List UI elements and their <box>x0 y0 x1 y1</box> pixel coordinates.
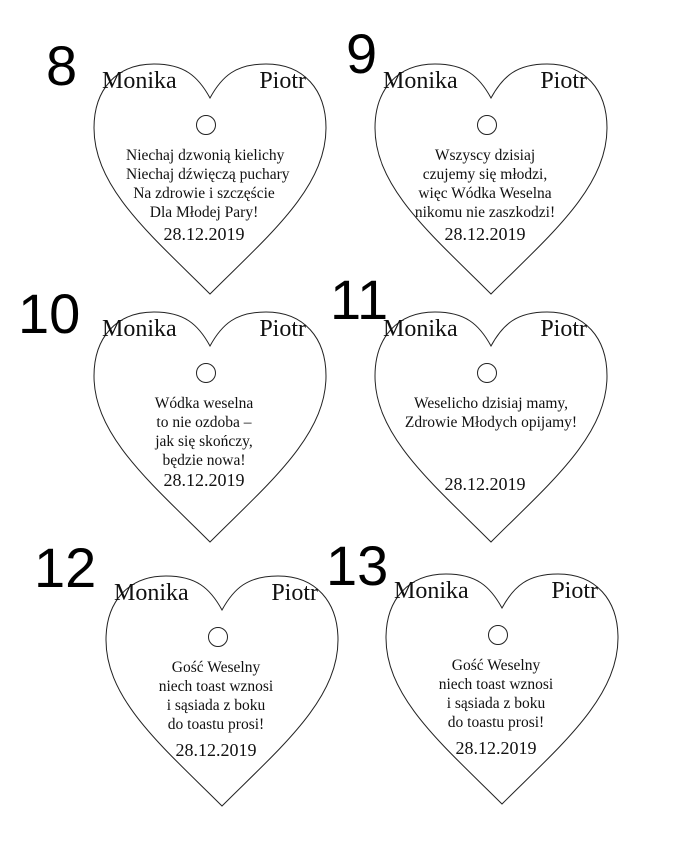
bride-name: Monika <box>383 68 458 94</box>
verse-line: czujemy się młodzi, <box>422 166 548 183</box>
groom-name: Piotr <box>259 68 306 94</box>
heart-tag <box>104 570 340 810</box>
tag-number: 13 <box>326 534 389 597</box>
bride-name: Monika <box>102 316 177 342</box>
string-hole <box>477 363 497 383</box>
verse-line: Wódka weselna <box>154 395 254 412</box>
verse-line: Zdrowie Młodych opijamy! <box>404 414 578 431</box>
verse-line: będzie nowa! <box>162 452 246 469</box>
tag-number: 10 <box>18 282 81 345</box>
verse-line: to nie ozdoba – <box>156 414 252 431</box>
wedding-date: 28.12.2019 <box>163 224 245 244</box>
wedding-date: 28.12.2019 <box>455 738 537 758</box>
tag-number: 11 <box>330 268 389 331</box>
bride-name: Monika <box>394 578 469 604</box>
bride-name: Monika <box>102 68 177 94</box>
verse <box>391 394 591 432</box>
verse <box>126 146 290 222</box>
verse-line: Weselicho dzisiaj mamy, <box>414 395 568 412</box>
heart-tag <box>384 568 620 808</box>
verse-line: więc Wódka Weselna <box>418 185 552 202</box>
tag-number: 9 <box>346 22 378 85</box>
string-hole <box>196 115 216 135</box>
wedding-date: 28.12.2019 <box>163 470 245 490</box>
verse-line: niech toast wznosi <box>158 678 274 695</box>
tag-number: 12 <box>34 536 97 599</box>
wedding-date: 28.12.2019 <box>175 740 257 760</box>
wedding-date: 28.12.2019 <box>444 474 526 494</box>
heart-tag <box>373 58 609 298</box>
verse-line: nikomu nie zaszkodzi! <box>414 204 556 221</box>
groom-name: Piotr <box>551 578 598 604</box>
verse-line: Gość Weselny <box>171 659 261 676</box>
verse <box>407 146 563 222</box>
verse <box>138 658 294 734</box>
heart-tag <box>92 306 328 546</box>
verse-line: Gość Weselny <box>451 657 541 674</box>
string-hole <box>488 625 508 645</box>
verse-line: i sąsiada z boku <box>166 697 266 714</box>
verse-line: Wszyscy dzisiaj <box>434 147 536 164</box>
tag-number: 8 <box>46 34 78 97</box>
wedding-date: 28.12.2019 <box>444 224 526 244</box>
string-hole <box>196 363 216 383</box>
groom-name: Piotr <box>271 580 318 606</box>
verse-line: do toastu prosi! <box>167 716 265 733</box>
groom-name: Piotr <box>540 68 587 94</box>
verse <box>418 656 574 732</box>
bride-name: Monika <box>383 316 458 342</box>
verse-line: do toastu prosi! <box>447 714 545 731</box>
verse-line: Niechaj dzwonią kielichy <box>126 147 285 164</box>
verse-line: i sąsiada z boku <box>446 695 546 712</box>
groom-name: Piotr <box>259 316 306 342</box>
verse-line: Niechaj dźwięczą puchary <box>126 166 290 183</box>
heart-tag <box>373 306 609 546</box>
verse-line: Dla Młodej Pary! <box>149 204 259 221</box>
verse-line: Na zdrowie i szczęście <box>133 185 275 202</box>
verse-line: jak się skończy, <box>155 433 253 450</box>
groom-name: Piotr <box>540 316 587 342</box>
verse <box>126 394 282 470</box>
heart-tag <box>92 58 328 298</box>
bride-name: Monika <box>114 580 189 606</box>
string-hole <box>477 115 497 135</box>
string-hole <box>208 627 228 647</box>
verse-line: niech toast wznosi <box>438 676 554 693</box>
